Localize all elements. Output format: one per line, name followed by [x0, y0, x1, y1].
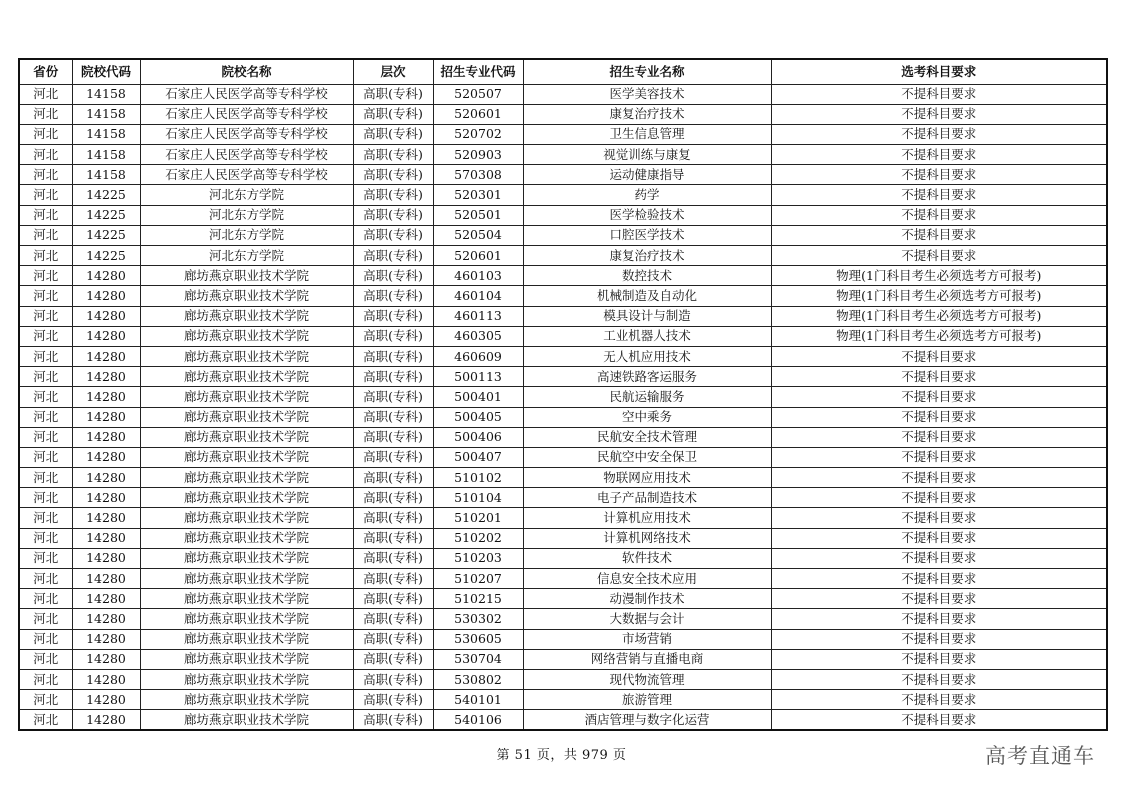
cell-major-name: 计算机网络技术 — [523, 528, 771, 548]
cell-major-code: 460113 — [433, 306, 523, 326]
cell-major-code: 500406 — [433, 427, 523, 447]
watermark-logo-text: 高考直通车 — [985, 744, 1095, 768]
table-row — [19, 124, 1107, 144]
cell-major-name: 运动健康指导 — [523, 165, 771, 185]
cell-major-code: 510102 — [433, 468, 523, 488]
cell-province: 河北 — [19, 488, 72, 508]
cell-school-code: 14280 — [72, 447, 140, 467]
cell-province: 河北 — [19, 104, 72, 124]
cell-major-name: 口腔医学技术 — [523, 225, 771, 245]
cell-school-code: 14225 — [72, 246, 140, 266]
cell-major-code: 520903 — [433, 145, 523, 165]
table-row — [19, 266, 1107, 286]
cell-level: 高职(专科) — [353, 468, 433, 488]
cell-province: 河北 — [19, 165, 72, 185]
cell-school-name: 廊坊燕京职业技术学院 — [140, 488, 353, 508]
cell-province: 河北 — [19, 508, 72, 528]
cell-major-name: 物联网应用技术 — [523, 468, 771, 488]
table-row — [19, 84, 1107, 104]
cell-school-name: 廊坊燕京职业技术学院 — [140, 690, 353, 710]
cell-major-code: 540106 — [433, 710, 523, 730]
cell-level: 高职(专科) — [353, 225, 433, 245]
cell-school-name: 廊坊燕京职业技术学院 — [140, 387, 353, 407]
cell-school-name: 石家庄人民医学高等专科学校 — [140, 104, 353, 124]
cell-subject-requirement: 不提科目要求 — [771, 710, 1107, 730]
cell-major-name: 视觉训练与康复 — [523, 145, 771, 165]
cell-level: 高职(专科) — [353, 367, 433, 387]
cell-school-name: 廊坊燕京职业技术学院 — [140, 609, 353, 629]
cell-school-name: 廊坊燕京职业技术学院 — [140, 508, 353, 528]
cell-province: 河北 — [19, 246, 72, 266]
cell-level: 高职(专科) — [353, 710, 433, 730]
cell-school-name: 廊坊燕京职业技术学院 — [140, 528, 353, 548]
table-row — [19, 548, 1107, 568]
cell-subject-requirement: 不提科目要求 — [771, 225, 1107, 245]
cell-major-code: 510104 — [433, 488, 523, 508]
cell-level: 高职(专科) — [353, 447, 433, 467]
cell-school-code: 14280 — [72, 569, 140, 589]
cell-school-name: 廊坊燕京职业技术学院 — [140, 427, 353, 447]
cell-major-code: 520507 — [433, 84, 523, 104]
cell-province: 河北 — [19, 225, 72, 245]
table-row — [19, 528, 1107, 548]
cell-major-code: 530704 — [433, 649, 523, 669]
cell-subject-requirement: 不提科目要求 — [771, 165, 1107, 185]
cell-school-code: 14280 — [72, 528, 140, 548]
column-header-major-code: 招生专业代码 — [433, 59, 523, 84]
cell-level: 高职(专科) — [353, 246, 433, 266]
cell-major-name: 大数据与会计 — [523, 609, 771, 629]
cell-school-code: 14280 — [72, 266, 140, 286]
cell-school-name: 廊坊燕京职业技术学院 — [140, 346, 353, 366]
cell-school-name: 廊坊燕京职业技术学院 — [140, 710, 353, 730]
cell-major-name: 网络营销与直播电商 — [523, 649, 771, 669]
cell-major-name: 现代物流管理 — [523, 669, 771, 689]
cell-major-name: 酒店管理与数字化运营 — [523, 710, 771, 730]
column-header-province: 省份 — [19, 59, 72, 84]
cell-school-name: 河北东方学院 — [140, 205, 353, 225]
column-header-school-code: 院校代码 — [72, 59, 140, 84]
cell-school-code: 14280 — [72, 346, 140, 366]
table-row — [19, 326, 1107, 346]
column-header-major-name: 招生专业名称 — [523, 59, 771, 84]
header-row — [19, 59, 1107, 84]
cell-major-name: 康复治疗技术 — [523, 246, 771, 266]
cell-province: 河北 — [19, 367, 72, 387]
cell-major-name: 药学 — [523, 185, 771, 205]
column-header-school-name: 院校名称 — [140, 59, 353, 84]
cell-level: 高职(专科) — [353, 649, 433, 669]
table-row — [19, 346, 1107, 366]
cell-school-code: 14280 — [72, 710, 140, 730]
cell-major-name: 空中乘务 — [523, 407, 771, 427]
cell-major-code: 520702 — [433, 124, 523, 144]
table-row — [19, 508, 1107, 528]
cell-province: 河北 — [19, 649, 72, 669]
cell-subject-requirement: 不提科目要求 — [771, 387, 1107, 407]
cell-school-code: 14158 — [72, 165, 140, 185]
cell-major-code: 530605 — [433, 629, 523, 649]
cell-school-code: 14280 — [72, 306, 140, 326]
cell-school-name: 廊坊燕京职业技术学院 — [140, 649, 353, 669]
cell-school-name: 河北东方学院 — [140, 185, 353, 205]
cell-school-name: 廊坊燕京职业技术学院 — [140, 548, 353, 568]
cell-school-name: 廊坊燕京职业技术学院 — [140, 569, 353, 589]
cell-major-code: 520601 — [433, 246, 523, 266]
cell-subject-requirement: 不提科目要求 — [771, 629, 1107, 649]
cell-level: 高职(专科) — [353, 407, 433, 427]
cell-subject-requirement: 不提科目要求 — [771, 447, 1107, 467]
table-row — [19, 205, 1107, 225]
cell-major-code: 520501 — [433, 205, 523, 225]
cell-school-name: 廊坊燕京职业技术学院 — [140, 407, 353, 427]
table-row — [19, 286, 1107, 306]
cell-province: 河北 — [19, 407, 72, 427]
cell-major-code: 500113 — [433, 367, 523, 387]
table-row — [19, 629, 1107, 649]
cell-province: 河北 — [19, 710, 72, 730]
table-row — [19, 145, 1107, 165]
cell-school-code: 14280 — [72, 407, 140, 427]
cell-subject-requirement: 不提科目要求 — [771, 427, 1107, 447]
cell-school-name: 廊坊燕京职业技术学院 — [140, 468, 353, 488]
table-row — [19, 710, 1107, 730]
cell-school-code: 14280 — [72, 488, 140, 508]
cell-school-code: 14158 — [72, 84, 140, 104]
cell-subject-requirement: 物理(1门科目考生必须选考方可报考) — [771, 266, 1107, 286]
table-row — [19, 407, 1107, 427]
cell-subject-requirement: 不提科目要求 — [771, 649, 1107, 669]
table-row — [19, 387, 1107, 407]
cell-major-code: 520301 — [433, 185, 523, 205]
cell-major-name: 无人机应用技术 — [523, 346, 771, 366]
cell-province: 河北 — [19, 468, 72, 488]
cell-subject-requirement: 物理(1门科目考生必须选考方可报考) — [771, 326, 1107, 346]
cell-major-code: 510215 — [433, 589, 523, 609]
cell-province: 河北 — [19, 427, 72, 447]
cell-school-code: 14225 — [72, 185, 140, 205]
cell-major-code: 510201 — [433, 508, 523, 528]
cell-school-code: 14158 — [72, 104, 140, 124]
cell-school-code: 14280 — [72, 468, 140, 488]
cell-major-code: 500407 — [433, 447, 523, 467]
cell-level: 高职(专科) — [353, 165, 433, 185]
cell-subject-requirement: 不提科目要求 — [771, 488, 1107, 508]
admissions-table-container — [18, 58, 1106, 731]
cell-school-code: 14280 — [72, 508, 140, 528]
table-row — [19, 589, 1107, 609]
cell-major-name: 电子产品制造技术 — [523, 488, 771, 508]
cell-level: 高职(专科) — [353, 104, 433, 124]
cell-province: 河北 — [19, 569, 72, 589]
cell-subject-requirement: 不提科目要求 — [771, 508, 1107, 528]
cell-level: 高职(专科) — [353, 609, 433, 629]
cell-major-code: 500401 — [433, 387, 523, 407]
cell-major-name: 民航空中安全保卫 — [523, 447, 771, 467]
cell-province: 河北 — [19, 306, 72, 326]
cell-school-name: 河北东方学院 — [140, 225, 353, 245]
cell-school-code: 14280 — [72, 649, 140, 669]
cell-school-code: 14158 — [72, 124, 140, 144]
cell-subject-requirement: 不提科目要求 — [771, 548, 1107, 568]
cell-subject-requirement: 不提科目要求 — [771, 690, 1107, 710]
cell-level: 高职(专科) — [353, 326, 433, 346]
admissions-table — [18, 58, 1108, 731]
cell-province: 河北 — [19, 286, 72, 306]
cell-school-name: 石家庄人民医学高等专科学校 — [140, 84, 353, 104]
cell-province: 河北 — [19, 185, 72, 205]
cell-school-name: 石家庄人民医学高等专科学校 — [140, 145, 353, 165]
column-header-subject-requirement: 选考科目要求 — [771, 59, 1107, 84]
cell-major-name: 卫生信息管理 — [523, 124, 771, 144]
cell-school-code: 14280 — [72, 690, 140, 710]
cell-province: 河北 — [19, 387, 72, 407]
cell-school-name: 石家庄人民医学高等专科学校 — [140, 165, 353, 185]
cell-school-name: 廊坊燕京职业技术学院 — [140, 447, 353, 467]
cell-province: 河北 — [19, 548, 72, 568]
cell-school-name: 廊坊燕京职业技术学院 — [140, 589, 353, 609]
cell-subject-requirement: 不提科目要求 — [771, 104, 1107, 124]
cell-school-code: 14158 — [72, 145, 140, 165]
cell-school-name: 河北东方学院 — [140, 246, 353, 266]
cell-major-name: 工业机器人技术 — [523, 326, 771, 346]
cell-major-name: 机械制造及自动化 — [523, 286, 771, 306]
cell-major-code: 500405 — [433, 407, 523, 427]
table-row — [19, 246, 1107, 266]
cell-major-code: 460305 — [433, 326, 523, 346]
cell-school-code: 14225 — [72, 205, 140, 225]
cell-major-code: 530302 — [433, 609, 523, 629]
cell-level: 高职(专科) — [353, 124, 433, 144]
cell-province: 河北 — [19, 205, 72, 225]
cell-subject-requirement: 不提科目要求 — [771, 124, 1107, 144]
cell-school-code: 14280 — [72, 669, 140, 689]
cell-school-code: 14280 — [72, 387, 140, 407]
cell-major-name: 康复治疗技术 — [523, 104, 771, 124]
cell-school-name: 廊坊燕京职业技术学院 — [140, 286, 353, 306]
cell-subject-requirement: 不提科目要求 — [771, 468, 1107, 488]
cell-school-code: 14280 — [72, 589, 140, 609]
cell-level: 高职(专科) — [353, 387, 433, 407]
cell-major-code: 570308 — [433, 165, 523, 185]
cell-major-name: 旅游管理 — [523, 690, 771, 710]
cell-province: 河北 — [19, 145, 72, 165]
cell-school-code: 14280 — [72, 286, 140, 306]
cell-major-name: 医学检验技术 — [523, 205, 771, 225]
cell-major-code: 520504 — [433, 225, 523, 245]
cell-school-name: 廊坊燕京职业技术学院 — [140, 629, 353, 649]
cell-major-name: 医学美容技术 — [523, 84, 771, 104]
cell-school-name: 廊坊燕京职业技术学院 — [140, 367, 353, 387]
table-row — [19, 104, 1107, 124]
cell-major-name: 动漫制作技术 — [523, 589, 771, 609]
cell-school-code: 14280 — [72, 629, 140, 649]
cell-school-name: 廊坊燕京职业技术学院 — [140, 669, 353, 689]
cell-subject-requirement: 不提科目要求 — [771, 246, 1107, 266]
cell-level: 高职(专科) — [353, 669, 433, 689]
cell-school-code: 14280 — [72, 609, 140, 629]
cell-major-name: 民航运输服务 — [523, 387, 771, 407]
cell-level: 高职(专科) — [353, 84, 433, 104]
cell-level: 高职(专科) — [353, 427, 433, 447]
cell-major-code: 510202 — [433, 528, 523, 548]
table-row — [19, 225, 1107, 245]
cell-school-code: 14280 — [72, 427, 140, 447]
cell-major-code: 520601 — [433, 104, 523, 124]
table-row — [19, 609, 1107, 629]
cell-subject-requirement: 不提科目要求 — [771, 609, 1107, 629]
cell-major-code: 540101 — [433, 690, 523, 710]
table-body — [19, 84, 1107, 730]
cell-subject-requirement: 不提科目要求 — [771, 205, 1107, 225]
table-row — [19, 690, 1107, 710]
cell-subject-requirement: 不提科目要求 — [771, 669, 1107, 689]
table-row — [19, 185, 1107, 205]
cell-subject-requirement: 不提科目要求 — [771, 346, 1107, 366]
cell-province: 河北 — [19, 528, 72, 548]
cell-level: 高职(专科) — [353, 266, 433, 286]
cell-subject-requirement: 不提科目要求 — [771, 589, 1107, 609]
cell-level: 高职(专科) — [353, 629, 433, 649]
cell-major-name: 模具设计与制造 — [523, 306, 771, 326]
cell-major-code: 460609 — [433, 346, 523, 366]
cell-level: 高职(专科) — [353, 569, 433, 589]
cell-major-name: 数控技术 — [523, 266, 771, 286]
cell-major-name: 民航安全技术管理 — [523, 427, 771, 447]
cell-province: 河北 — [19, 629, 72, 649]
cell-major-code: 510207 — [433, 569, 523, 589]
cell-subject-requirement: 不提科目要求 — [771, 84, 1107, 104]
cell-major-name: 市场营销 — [523, 629, 771, 649]
cell-major-name: 高速铁路客运服务 — [523, 367, 771, 387]
cell-level: 高职(专科) — [353, 548, 433, 568]
cell-level: 高职(专科) — [353, 488, 433, 508]
cell-major-name: 计算机应用技术 — [523, 508, 771, 528]
cell-major-code: 530802 — [433, 669, 523, 689]
table-row — [19, 367, 1107, 387]
cell-level: 高职(专科) — [353, 306, 433, 326]
table-row — [19, 488, 1107, 508]
cell-level: 高职(专科) — [353, 145, 433, 165]
cell-level: 高职(专科) — [353, 185, 433, 205]
cell-province: 河北 — [19, 84, 72, 104]
table-row — [19, 569, 1107, 589]
cell-subject-requirement: 不提科目要求 — [771, 528, 1107, 548]
table-row — [19, 165, 1107, 185]
cell-province: 河北 — [19, 589, 72, 609]
cell-level: 高职(专科) — [353, 346, 433, 366]
table-row — [19, 427, 1107, 447]
cell-level: 高职(专科) — [353, 589, 433, 609]
cell-province: 河北 — [19, 447, 72, 467]
cell-school-name: 廊坊燕京职业技术学院 — [140, 326, 353, 346]
cell-province: 河北 — [19, 266, 72, 286]
cell-subject-requirement: 物理(1门科目考生必须选考方可报考) — [771, 306, 1107, 326]
cell-level: 高职(专科) — [353, 286, 433, 306]
table-row — [19, 649, 1107, 669]
cell-level: 高职(专科) — [353, 528, 433, 548]
cell-school-name: 廊坊燕京职业技术学院 — [140, 306, 353, 326]
cell-subject-requirement: 物理(1门科目考生必须选考方可报考) — [771, 286, 1107, 306]
cell-subject-requirement: 不提科目要求 — [771, 569, 1107, 589]
cell-province: 河北 — [19, 609, 72, 629]
cell-school-code: 14280 — [72, 326, 140, 346]
cell-major-name: 软件技术 — [523, 548, 771, 568]
cell-province: 河北 — [19, 690, 72, 710]
table-header — [19, 59, 1107, 84]
cell-major-code: 510203 — [433, 548, 523, 568]
cell-school-code: 14280 — [72, 548, 140, 568]
cell-province: 河北 — [19, 326, 72, 346]
cell-province: 河北 — [19, 124, 72, 144]
table-row — [19, 669, 1107, 689]
table-row — [19, 468, 1107, 488]
cell-province: 河北 — [19, 669, 72, 689]
cell-school-code: 14280 — [72, 367, 140, 387]
cell-level: 高职(专科) — [353, 690, 433, 710]
cell-school-name: 廊坊燕京职业技术学院 — [140, 266, 353, 286]
cell-level: 高职(专科) — [353, 205, 433, 225]
cell-subject-requirement: 不提科目要求 — [771, 367, 1107, 387]
table-row — [19, 447, 1107, 467]
cell-major-name: 信息安全技术应用 — [523, 569, 771, 589]
cell-subject-requirement: 不提科目要求 — [771, 407, 1107, 427]
cell-province: 河北 — [19, 346, 72, 366]
cell-subject-requirement: 不提科目要求 — [771, 145, 1107, 165]
cell-school-code: 14225 — [72, 225, 140, 245]
page-number: 第 51 页，共 979 页 — [496, 748, 627, 763]
table-row — [19, 306, 1107, 326]
column-header-level: 层次 — [353, 59, 433, 84]
cell-major-code: 460103 — [433, 266, 523, 286]
cell-subject-requirement: 不提科目要求 — [771, 185, 1107, 205]
cell-major-code: 460104 — [433, 286, 523, 306]
cell-level: 高职(专科) — [353, 508, 433, 528]
cell-school-name: 石家庄人民医学高等专科学校 — [140, 124, 353, 144]
